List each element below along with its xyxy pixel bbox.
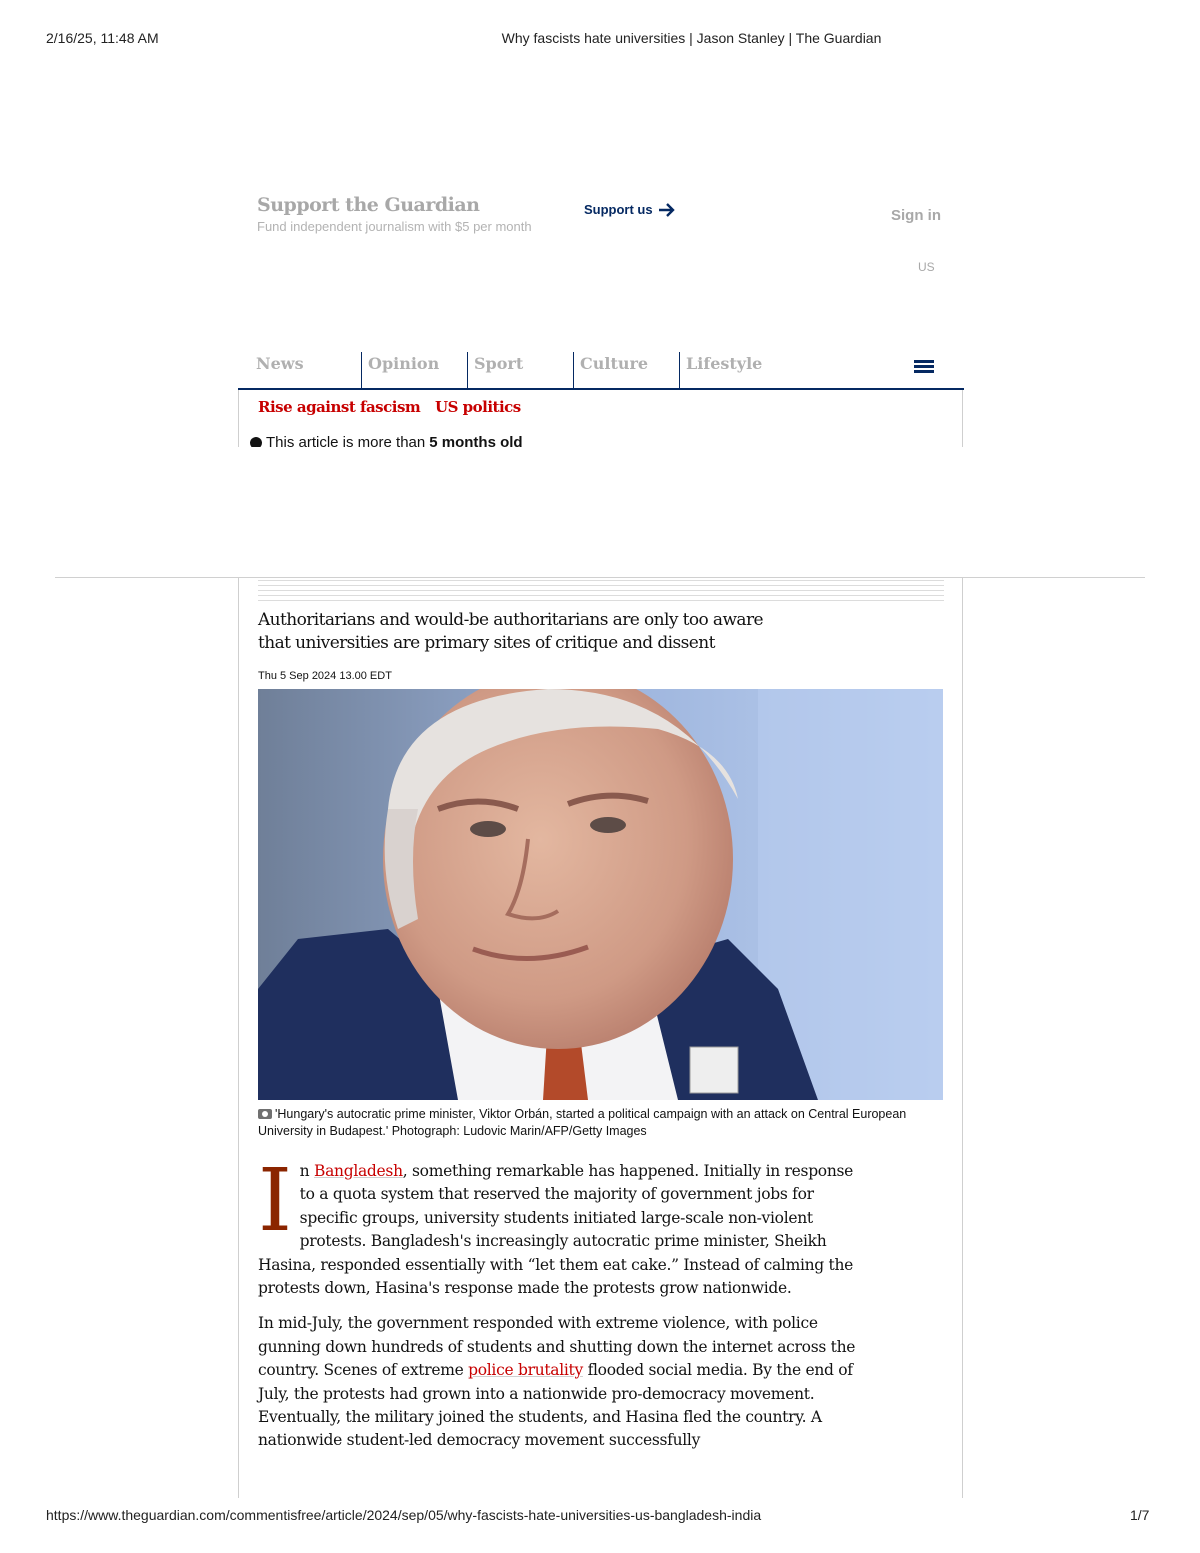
paragraph-1-text-b: , something remarkable has happened. Initially in response to a quota system that reserved the majority of government jobs for specific groups, university students initiated large-scale non-violent protests. Bangladesh's increasingly autocratic prime minister, Sheikh Hasina, responded essentially with “let them eat cake.” Instead of calming the protests down, Hasina's response made the protests grow nationwide.	[258, 1162, 854, 1298]
article-photo	[258, 689, 943, 1100]
support-us-link[interactable]	[584, 202, 676, 217]
support-subtitle: Fund independent journalism with $5 per month	[257, 219, 532, 234]
age-notice-clip	[250, 434, 960, 447]
series-links	[258, 398, 531, 416]
standfirst: Authoritarians and would-be authoritarians are only too aware that universities are primary sites of critique and dissent	[258, 610, 763, 653]
age-notice-age: 5 months old	[429, 434, 523, 447]
frame-border-right	[962, 390, 963, 447]
age-notice-prefix: This article is more than	[266, 434, 426, 447]
paragraph-1	[258, 1151, 866, 1300]
print-date: 2/16/25, 11:48 AM	[46, 30, 159, 46]
nav-item-sport[interactable]: Sport	[467, 352, 574, 388]
nav-item-opinion[interactable]: Opinion	[361, 352, 468, 388]
series-link-rise-against-fascism[interactable]: Rise against fascism	[258, 398, 421, 416]
support-title: Support the Guardian	[257, 194, 480, 216]
page-break-rule	[55, 577, 1145, 578]
frame-border-left	[238, 390, 239, 447]
paragraph-2	[258, 1312, 866, 1452]
print-title: Why fascists hate universities | Jason Stanley | The Guardian	[501, 30, 882, 46]
print-header	[0, 30, 1200, 50]
arrow-right-icon	[658, 203, 676, 217]
link-bangladesh[interactable]: Bangladesh	[313, 1162, 403, 1180]
frame-border-right-lower	[962, 578, 963, 1498]
photo-caption	[258, 1106, 948, 1140]
main-nav	[238, 352, 964, 390]
caption-text: 'Hungary's autocratic prime minister, Viktor Orbán, started a political campaign with an attack on Central European University in Budapest.' Photograph: Ludovic Marin/AFP/Getty Images	[258, 1107, 907, 1138]
print-url: https://www.theguardian.com/commentisfree/article/2024/sep/05/why-fascists-hate-universities-us-bangladesh-india	[46, 1507, 762, 1523]
page-number: 1/7	[1130, 1507, 1150, 1523]
clock-icon	[250, 437, 262, 448]
print-footer	[0, 1507, 1200, 1527]
menu-icon[interactable]	[914, 360, 934, 376]
age-notice	[250, 434, 960, 447]
nav-item-culture[interactable]: Culture	[573, 352, 680, 388]
nav-divider	[238, 388, 964, 390]
decorative-rules	[258, 580, 944, 605]
paragraph-2-text-a: In mid-July, the government responded with extreme violence, with police gunning down hundreds of students and shutting down the internet across the country. Scenes of extreme	[258, 1314, 856, 1380]
support-us-label: Support us	[584, 202, 653, 217]
drop-cap: I	[258, 1151, 292, 1251]
paragraph-1-text-a: n	[299, 1162, 314, 1180]
series-link-us-politics[interactable]: US politics	[435, 398, 521, 416]
dateline: Thu 5 Sep 2024 13.00 EDT	[258, 670, 392, 682]
frame-border-left-lower	[238, 578, 239, 1498]
nav-item-news[interactable]: News	[256, 354, 304, 373]
nav-item-lifestyle[interactable]: Lifestyle	[679, 352, 799, 388]
link-police-brutality[interactable]: police brutality	[468, 1361, 583, 1380]
article-body	[258, 1151, 866, 1465]
edition-picker[interactable]: US	[918, 260, 935, 274]
sign-in-link[interactable]: Sign in	[891, 207, 941, 224]
paragraph-2-text-b: flooded social media. By the end of July, the protests had grown into a nationwide pro-democracy movement. Eventually, the military joined the students, and Hasina fled the country. A nationwide student-led democracy movement successfully	[258, 1361, 853, 1450]
portrait-photo-illustration	[258, 689, 943, 1100]
camera-icon	[258, 1109, 272, 1119]
